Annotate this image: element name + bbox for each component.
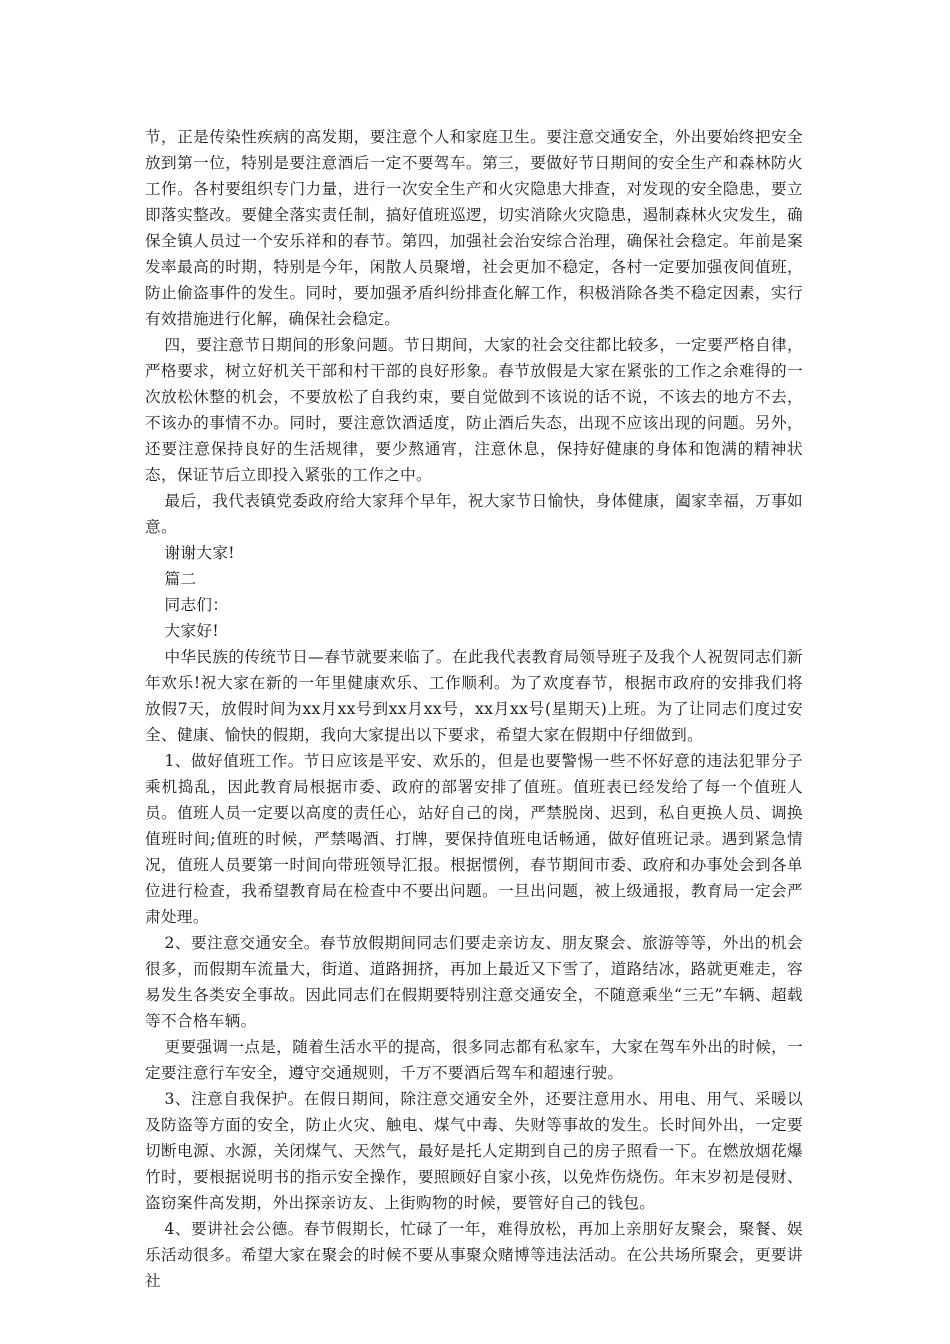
paragraph-item-self-protection: 3、注意自我保护。在假日期间，除注意交通安全外，还要注意用水、用电、用气、采暖以及防盗等方面的安全，防止火灾、触电、煤气中毒、失财等事故的发生。长时间外出，一定要切断电源、水源，关闭煤气、天然气，最好是托人定期到自己的房子照看一下。在燃放烟花爆竹时，要根据说明书的指示安全操作，要照顾好自家小孩，以免炸伤烧伤。年末岁初是侵财、盗窃案件高发期，外出探亲访友、上街购物的时候，要管好自己的钱包。	[145, 1090, 803, 1212]
salutation-comrades: 同志们：	[164, 596, 229, 614]
paragraph-emphasis-driving: 更要强调一点是，随着生活水平的提高，很多同志都有私家车，大家在驾车外出的时候，一定要注意行车安全，遵守交通规则，千万不要酒后驾车和超速行驶。	[145, 1038, 803, 1082]
paragraph-item-duty: 1、做好值班工作。节日应该是平安、欢乐的，但是也要警惕一些不怀好意的违法犯罪分子乘机捣乱，因此教育局根据市委、政府的部署安排了值班。值班表已经发给了每一个值班人员。值班人员一定要以高度的责任心，站好自己的岗，严禁脱岗、迟到，私自更换人员、调换值班时间;值班的时候，严禁喝酒、打牌，要保持值班电话畅通，做好值班记录。遇到紧急情况，值班人员要第一时间向带班领导汇报。根据惯例，春节期间市委、政府和办事处会到各单位进行检查，我希望教育局在检查中不要出问题。一旦出问题，被上级通报，教育局一定会严肃处理。	[145, 752, 803, 926]
salutation-greeting: 大家好!	[164, 622, 219, 640]
paragraph-introduction: 中华民族的传统节日—春节就要来临了。在此我代表教育局领导班子及我个人祝贺同志们新年欢乐!祝大家在新的一年里健康欢乐、工作顺利。为了欢度春节，根据市政府的安排我们将放假7天，放假时间为xx月xx号到xx月xx号，xx月xx号(星期天)上班。为了让同志们度过安全、健康、愉快的假期，我向大家提出以下要求，希望大家在假期中仔细做到。	[145, 648, 803, 744]
paragraph-item-traffic: 2、要注意交通安全。春节放假期间同志们要走亲访友、朋友聚会、旅游等等，外出的机会很多，而假期车流量大，街道、道路拥挤，再加上最近又下雪了，道路结冰，路就更难走，容易发生各类安全事故。因此同志们在假期要特别注意交通安全，不随意乘坐“三无”车辆、超载等不合格车辆。	[145, 934, 803, 1030]
paragraph-item-social-ethics: 4、要讲社会公德。春节假期长，忙碌了一年，难得放松，再加上亲朋好友聚会，聚餐、娱乐活动很多。希望大家在聚会的时候不要从事聚众赌博等违法活动。在公共场所聚会，更要讲社	[145, 1220, 803, 1290]
paragraph-closing-wishes: 最后，我代表镇党委政府给大家拜个早年，祝大家节日愉快，身体健康，阖家幸福，万事如意。	[145, 492, 803, 536]
section-heading-part-two: 篇二	[164, 570, 197, 588]
paragraph-continuation: 节，正是传染性疾病的高发期，要注意个人和家庭卫生。要注意交通安全，外出要始终把安全放到第一位，特别是要注意酒后一定不要驾车。第三，要做好节日期间的安全生产和森林防火工作。各村要组织专门力量，进行一次安全生产和火灾隐患大排查，对发现的安全隐患，要立即落实整改。要健全落实责任制，搞好值班巡逻，切实消除火灾隐患，遏制森林火灾发生，确保全镇人员过一个安乐祥和的春节。第四，加强社会治安综合治理，确保社会稳定。年前是案发率最高的时期，特别是今年，闲散人员聚增，社会更加不稳定，各村一定要加强夜间值班，防止偷盗事件的发生。同时，要加强矛盾纠纷排查化解工作，积极消除各类不稳定因素，实行有效措施进行化解，确保社会稳定。	[145, 128, 803, 328]
paragraph-thanks: 谢谢大家!	[164, 544, 235, 562]
paragraph-item-four: 四，要注意节日期间的形象问题。节日期间，大家的社会交往都比较多，一定要严格自律，严格要求，树立好机关干部和村干部的良好形象。春节放假是大家在紧张的工作之余难得的一次放松休整的机会，不要放松了自我约束，要自觉做到不该说的话不说，不该去的地方不去，不该办的事情不办。同时，要注意饮酒适度，防止酒后失态，出现不应该出现的问题。另外，还要注意保持良好的生活规律，要少熬通宵，注意休息，保持好健康的身体和饱满的精神状态，保证节后立即投入紧张的工作之中。	[145, 336, 803, 484]
document-body	[145, 124, 803, 1294]
